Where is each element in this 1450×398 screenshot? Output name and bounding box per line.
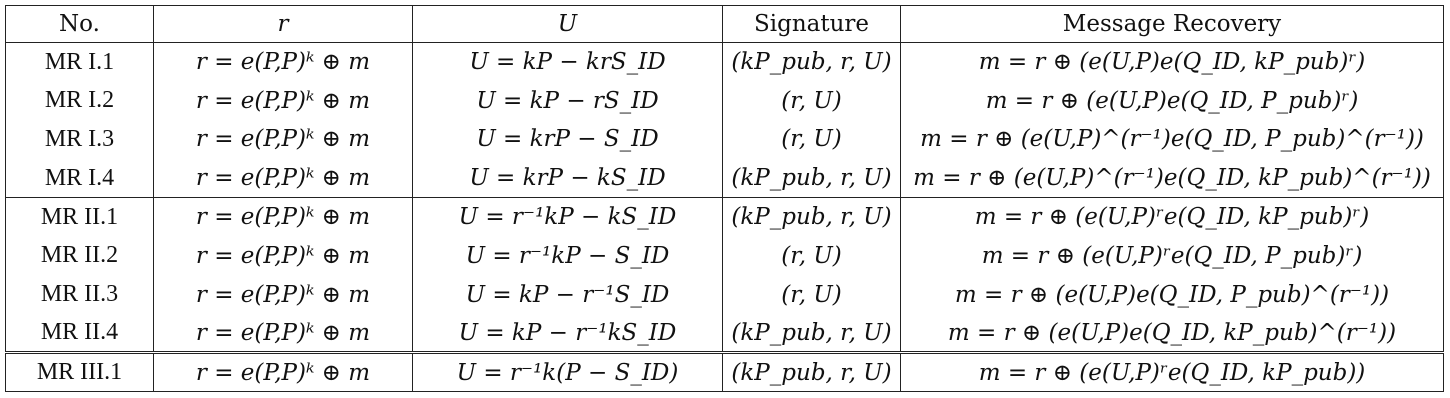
message-recovery-formula: m = r ⊕ (e(U,P)e(Q_ID, kP_pub)^(r⁻¹)) bbox=[901, 314, 1444, 353]
table-row bbox=[6, 198, 1444, 237]
message-recovery-formula: m = r ⊕ (e(U,P)ʳe(Q_ID, kP_pub)ʳ) bbox=[901, 198, 1444, 237]
table-row bbox=[6, 275, 1444, 314]
message-recovery-formula: m = r ⊕ (e(U,P)e(Q_ID, P_pub)ʳ) bbox=[901, 81, 1444, 120]
message-recovery-formula: m = r ⊕ (e(U,P)e(Q_ID, P_pub)^(r⁻¹)) bbox=[901, 275, 1444, 314]
u-formula: U = kP − r⁻¹S_ID bbox=[413, 275, 723, 314]
scheme-number: MR II.3 bbox=[6, 275, 154, 314]
table-row bbox=[6, 120, 1444, 159]
scheme-number: MR I.2 bbox=[6, 81, 154, 120]
signature-cell: (kP_pub, r, U) bbox=[723, 314, 901, 353]
table-row bbox=[6, 314, 1444, 353]
scheme-number: MR I.4 bbox=[6, 159, 154, 198]
message-recovery-formula: m = r ⊕ (e(U,P)e(Q_ID, kP_pub)ʳ) bbox=[901, 43, 1444, 82]
r-formula: r = e(P,P)ᵏ ⊕ m bbox=[154, 159, 413, 198]
signature-cell: (kP_pub, r, U) bbox=[723, 353, 901, 392]
u-formula: U = krP − S_ID bbox=[413, 120, 723, 159]
r-formula: r = e(P,P)ᵏ ⊕ m bbox=[154, 353, 413, 392]
header-signature: Signature bbox=[723, 6, 901, 43]
message-recovery-formula: m = r ⊕ (e(U,P)^(r⁻¹)e(Q_ID, kP_pub)^(r⁻¹)) bbox=[901, 159, 1444, 198]
message-recovery-formula: m = r ⊕ (e(U,P)ʳe(Q_ID, P_pub)ʳ) bbox=[901, 236, 1444, 275]
scheme-number: MR I.1 bbox=[6, 43, 154, 82]
table-row bbox=[6, 353, 1444, 392]
signature-cell: (r, U) bbox=[723, 236, 901, 275]
header-r: r bbox=[154, 6, 413, 43]
u-formula: U = r⁻¹kP − kS_ID bbox=[413, 198, 723, 237]
scheme-number: MR I.3 bbox=[6, 120, 154, 159]
message-recovery-formula: m = r ⊕ (e(U,P)^(r⁻¹)e(Q_ID, P_pub)^(r⁻¹)) bbox=[901, 120, 1444, 159]
table-row bbox=[6, 236, 1444, 275]
signature-cell: (r, U) bbox=[723, 275, 901, 314]
table-row bbox=[6, 159, 1444, 198]
message-recovery-formula: m = r ⊕ (e(U,P)ʳe(Q_ID, kP_pub)) bbox=[901, 353, 1444, 392]
u-formula: U = kP − krS_ID bbox=[413, 43, 723, 82]
u-formula: U = kP − r⁻¹kS_ID bbox=[413, 314, 723, 353]
header-no: No. bbox=[6, 6, 154, 43]
r-formula: r = e(P,P)ᵏ ⊕ m bbox=[154, 120, 413, 159]
mr-scheme-table bbox=[5, 5, 1444, 392]
r-formula: r = e(P,P)ᵏ ⊕ m bbox=[154, 81, 413, 120]
table-header-row bbox=[6, 6, 1444, 43]
signature-cell: (kP_pub, r, U) bbox=[723, 198, 901, 237]
header-message-recovery: Message Recovery bbox=[901, 6, 1444, 43]
header-u: U bbox=[413, 6, 723, 43]
signature-cell: (kP_pub, r, U) bbox=[723, 43, 901, 82]
r-formula: r = e(P,P)ᵏ ⊕ m bbox=[154, 198, 413, 237]
scheme-number: MR III.1 bbox=[6, 353, 154, 392]
signature-cell: (r, U) bbox=[723, 81, 901, 120]
u-formula: U = r⁻¹k(P − S_ID) bbox=[413, 353, 723, 392]
scheme-number: MR II.4 bbox=[6, 314, 154, 353]
r-formula: r = e(P,P)ᵏ ⊕ m bbox=[154, 43, 413, 82]
table-row bbox=[6, 43, 1444, 82]
r-formula: r = e(P,P)ᵏ ⊕ m bbox=[154, 236, 413, 275]
signature-cell: (r, U) bbox=[723, 120, 901, 159]
table-row bbox=[6, 81, 1444, 120]
r-formula: r = e(P,P)ᵏ ⊕ m bbox=[154, 314, 413, 353]
scheme-number: MR II.1 bbox=[6, 198, 154, 237]
u-formula: U = r⁻¹kP − S_ID bbox=[413, 236, 723, 275]
u-formula: U = kP − rS_ID bbox=[413, 81, 723, 120]
r-formula: r = e(P,P)ᵏ ⊕ m bbox=[154, 275, 413, 314]
table-body bbox=[6, 43, 1444, 392]
scheme-number: MR II.2 bbox=[6, 236, 154, 275]
signature-cell: (kP_pub, r, U) bbox=[723, 159, 901, 198]
u-formula: U = krP − kS_ID bbox=[413, 159, 723, 198]
